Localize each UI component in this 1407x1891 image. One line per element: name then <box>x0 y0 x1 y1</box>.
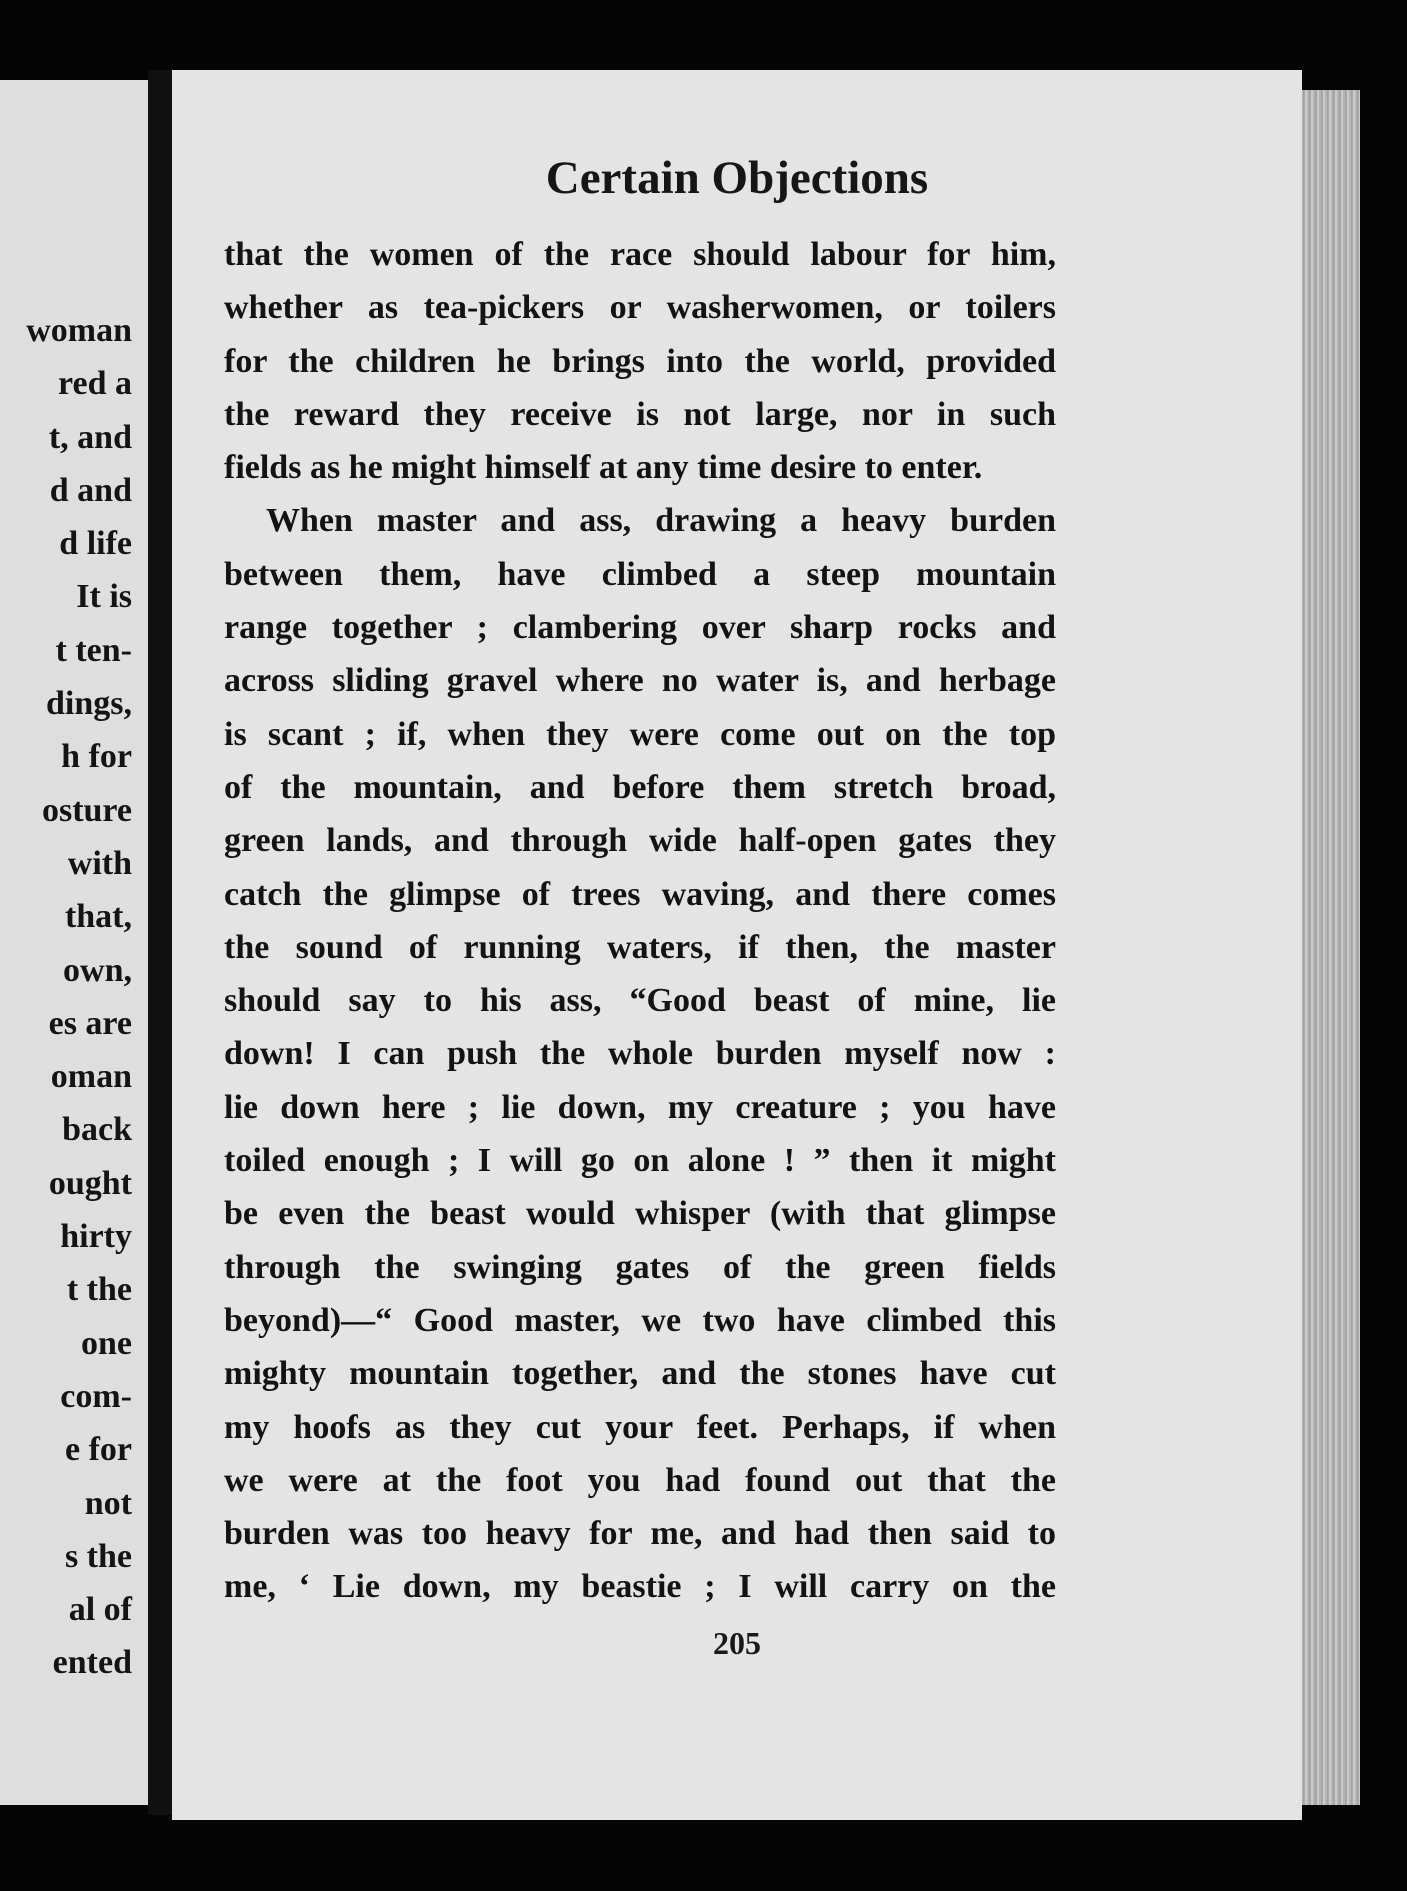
text-line: we were at the foot you had found out that the <box>224 1461 1056 1499</box>
body-text <box>224 228 1056 1614</box>
left-text-line: that, <box>64 898 132 936</box>
text-line: of the mountain, and before them stretch broad, <box>224 768 1056 806</box>
left-text-line: red a <box>58 365 132 403</box>
text-line: burden was too heavy for me, and had then said to <box>224 1515 1056 1553</box>
left-text-line: ought <box>48 1164 132 1202</box>
left-page-text <box>0 304 132 1690</box>
text-line: lie down here ; lie down, my creature ; you have <box>224 1088 1056 1126</box>
left-text-line: t the <box>66 1271 132 1309</box>
text-line: that the women of the race should labour for him, <box>224 236 1056 273</box>
text-line: through the swinging gates of the green fields <box>224 1248 1056 1286</box>
left-text-line: d and <box>49 471 132 509</box>
text-line: green lands, and through wide half-open gates they <box>224 822 1056 860</box>
left-text-line: al of <box>68 1591 132 1629</box>
left-text-line: h for <box>61 738 132 776</box>
text-line: range together ; clambering over sharp rocks and <box>224 609 1056 647</box>
left-text-line: ented <box>52 1644 132 1682</box>
left-text-line: t ten- <box>55 631 132 669</box>
left-text-line: back <box>62 1111 132 1149</box>
text-line: between them, have climbed a steep mountain <box>224 555 1056 593</box>
book-spine-gutter <box>148 70 172 1815</box>
text-line: mighty mountain together, and the stones have cut <box>224 1355 1056 1393</box>
left-text-line: osture <box>41 791 132 829</box>
text-line: should say to his ass, “Good beast of mine, lie <box>224 982 1056 1020</box>
text-line: be even the beast would whisper (with that glimpse <box>224 1195 1056 1233</box>
left-text-line: t, and <box>48 418 132 456</box>
left-text-line: with <box>67 844 132 882</box>
text-line: across sliding gravel where no water is, and herbage <box>224 662 1056 700</box>
text-line: down! I can push the whole burden myself now : <box>224 1035 1056 1073</box>
page-edges <box>1302 90 1360 1805</box>
text-line: toiled enough ; I will go on alone ! ” then it might <box>224 1142 1056 1180</box>
running-head: Certain Objections <box>545 152 929 204</box>
text-line: catch the glimpse of trees waving, and there comes <box>224 875 1056 913</box>
left-page <box>0 80 148 1805</box>
left-text-line: d life <box>59 525 132 563</box>
left-text-line: not <box>84 1484 132 1522</box>
text-line: whether as tea-pickers or washerwomen, or toilers <box>224 289 1056 327</box>
text-line: beyond)—“ Good master, we two have climbed this <box>224 1301 1056 1339</box>
left-text-line: s the <box>64 1537 132 1575</box>
left-text-line: own, <box>63 951 132 989</box>
left-text-line: e for <box>64 1431 132 1469</box>
left-text-line: com- <box>60 1377 132 1415</box>
text-line: for the children he brings into the world, provided <box>224 342 1056 380</box>
text-line: my hoofs as they cut your feet. Perhaps, if when <box>224 1408 1056 1446</box>
left-text-line: es are <box>48 1004 132 1042</box>
left-text-line: woman <box>26 312 132 349</box>
text-line: the reward they receive is not large, nor in such <box>224 395 1056 433</box>
left-text-line: oman <box>50 1058 132 1096</box>
text-line: the sound of running waters, if then, the master <box>224 928 1056 966</box>
left-text-line: hirty <box>60 1218 132 1256</box>
left-text-line: one <box>81 1324 132 1362</box>
text-line: me, ‘ Lie down, my beastie ; I will carry on the <box>224 1568 1056 1606</box>
left-text-line: It is <box>76 578 132 616</box>
text-line: fields as he might himself at any time desire to enter. <box>224 449 983 487</box>
text-line: is scant ; if, when they were come out on the top <box>224 715 1056 753</box>
left-text-line: dings, <box>46 685 132 723</box>
page-number: 205 <box>713 1625 761 1661</box>
text-line: When master and ass, drawing a heavy burden <box>266 502 1056 540</box>
